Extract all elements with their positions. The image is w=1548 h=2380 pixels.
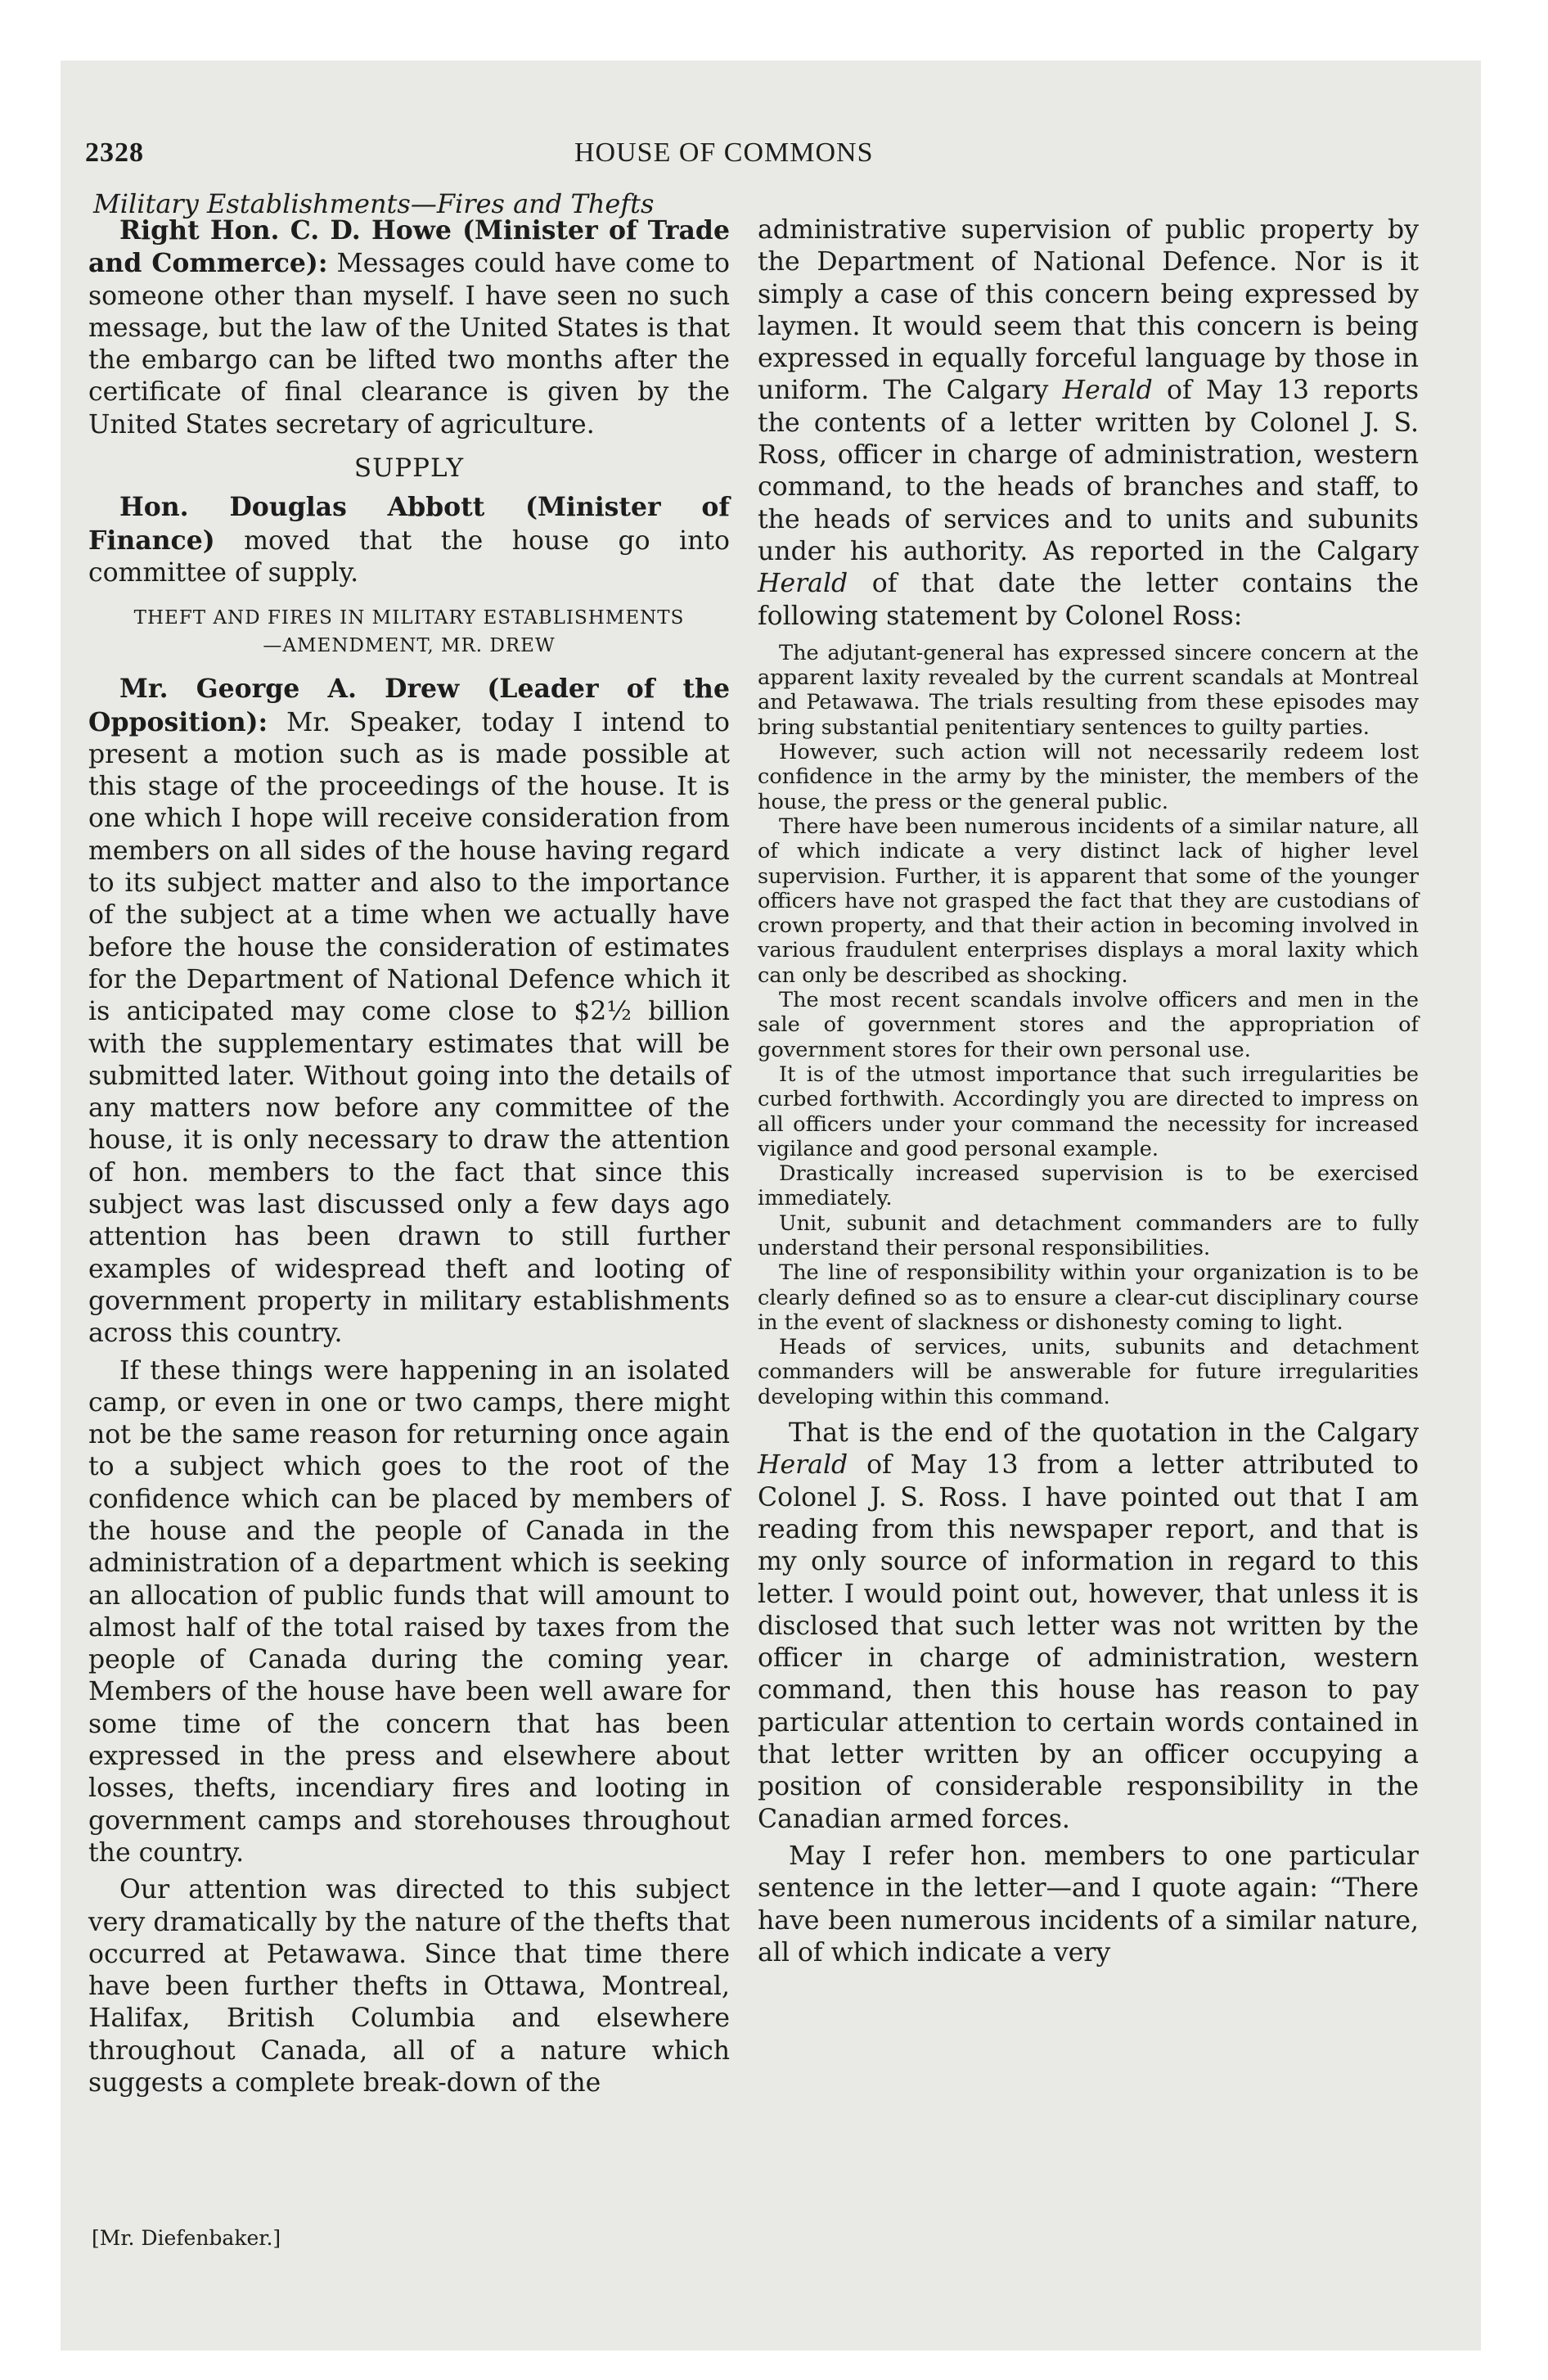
quote-paragraph: It is of the utmost importance that such irregularities be curbed forthwith. Accordingly you are directed to impress on all officers under your command the necessity for increased vigilance and good personal example. — [758, 1062, 1419, 1161]
paragraph-petawawa: Our attention was directed to this subject very dramatically by the nature of the thefts that occurred at Petawawa. Since that time there have been further thefts in Ottawa, Montreal, Halifax, British Columbia and elsewhere throughout Canada, all of a nature which suggests a complete break-down of the — [88, 1875, 730, 2098]
speaker-name: Right Hon. C. D. Howe (Minister of Trade and Commerce): — [88, 215, 730, 279]
left-column — [88, 214, 730, 2099]
quote-paragraph: Drastically increased supervision is to be exercised immediately. — [758, 1161, 1419, 1211]
paragraph-isolated-camp: If these things were happening in an isolated camp, or even in one or two camps, there might not be the same reason for returning once again to a subject which goes to the root of the confidence which can be placed by members of the house and the people of Canada in the administration of a department which is seeking an allocation of public funds that will amount to almost half of the total raised by taxes from the people of Canada during the coming year. Members of the house have been well aware for some time of the concern that has been expressed in the press and elsewhere about losses, thefts, incendiary fires and looting in government camps and storehouses throughout the country. — [88, 1355, 730, 1868]
paragraph-end-quotation: That is the end of the quotation in the Calgary Herald of May 13 from a letter attributed to Colonel J. S. Ross. I have pointed out that I am reading from this newspaper report, and that is my only source of information in regard to this letter. I would point out, however, that unless it is disclosed that such letter was not written by the officer in charge of administration, western command, then this house has reason to pay particular attention to certain words contained in that letter written by an officer occupying a position of considerable responsibility in the Canadian armed forces. — [758, 1418, 1419, 1834]
publication-title: HOUSE OF COMMONS — [574, 137, 874, 168]
footer-speaker-reference: [Mr. Diefenbaker.] — [92, 2226, 281, 2250]
quote-paragraph: The most recent scandals involve officers and men in the sale of government stores and the appropriation of government stores for their own personal use. — [758, 988, 1419, 1062]
paragraph-supervision: administrative supervision of public property by the Department of National Defence. Nor is it simply a case of this concern being expressed by laymen. It would seem that this concern is being expressed in equally forceful language by those in uniform. The Calgary Herald of May 13 reports the contents of a letter written by Colonel J. S. Ross, officer in charge of administration, western command, to the heads of branches and staff, to the heads of services and to units and subunits under his authority. As reported in the Calgary Herald of that date the letter contains the following statement by Colonel Ross: — [758, 215, 1419, 631]
paragraph-refer-members: May I refer hon. members to one particular sentence in the letter—and I quote again: “There have been numerous incidents of a similar nature, all of which indicate a very — [758, 1841, 1419, 1968]
speaker-name: Mr. George A. Drew (Leader of the Opposition): — [88, 674, 730, 737]
paragraph-howe: Right Hon. C. D. Howe (Minister of Trade and Commerce): Messages could have come to someone other than myself. I have seen no such message, but the law of the United States is that the embargo can be lifted two months after the certificate of final clearance is given by the United States secretary of agriculture. — [88, 215, 731, 439]
quote-paragraph: The line of responsibility within your organization is to be clearly defined so as to ensure a clear-cut disciplinary course in the event of slackness or dishonesty coming to light. — [758, 1260, 1419, 1335]
section-heading-amendment: THEFT AND FIRES IN MILITARY ESTABLISHMENTS —AMENDMENT, MR. DREW — [133, 607, 685, 657]
section-heading-supply: SUPPLY — [353, 453, 465, 484]
quote-paragraph: The adjutant-general has expressed sincere concern at the apparent laxity revealed by the current scandals at Montreal and Petawawa. The trials resulting from these episodes may bring substantial penitentiary sentences to guilty parties. — [758, 640, 1419, 740]
quote-paragraph: There have been numerous incidents of a similar nature, all of which indicate a very distinct lack of higher level supervision. Further, it is apparent that some of the younger officers have not grasped the fact that they are custodians of crown property, and that their action in becoming involved in various fraudulent enterprises displays a moral laxity which can only be described as shocking. — [758, 814, 1419, 988]
speaker-name: Hon. Douglas Abbott (Minister of Finance) — [88, 492, 730, 556]
quote-paragraph: However, such action will not necessarily redeem lost confidence in the army by the minister, the members of the house, the press or the general public. — [758, 740, 1419, 814]
quote-paragraph: Unit, subunit and detachment commanders are to fully understand their personal responsibilities. — [758, 1210, 1419, 1260]
quoted-letter — [758, 641, 1419, 1409]
quote-paragraph: Heads of services, units, subunits and detachment commanders will be answerable for future irregularities developing within this command. — [758, 1335, 1419, 1409]
running-subject: Military Establishments—Fires and Thefts — [93, 188, 655, 219]
page-number: 2328 — [85, 137, 144, 168]
paragraph-drew: Mr. George A. Drew (Leader of the Opposition): Mr. Speaker, today I intend to present a motion such as is made possible at this stage of the proceedings of the house. It is one which I hope will receive consideration from members on all sides of the house having regard to its subject matter and also to the importance of the subject at a time when we actually have before the house the consideration of estimates for the Department of National Defence which it is anticipated may come close to $2½ billion with the supplementary estimates that will be submitted later. Without going into the details of any matters now before any committee of the house, it is only necessary to draw the attention of hon. members to the fact that since this subject was last discussed only a few days ago attention has been drawn to still further examples of widespread theft and looting of government property in military establishments across this country. — [88, 674, 730, 1349]
right-column — [758, 214, 1419, 1969]
paragraph-abbott: Hon. Douglas Abbott (Minister of Finance) moved that the house go into committee of supply. — [88, 492, 730, 588]
page-header — [85, 137, 1476, 175]
